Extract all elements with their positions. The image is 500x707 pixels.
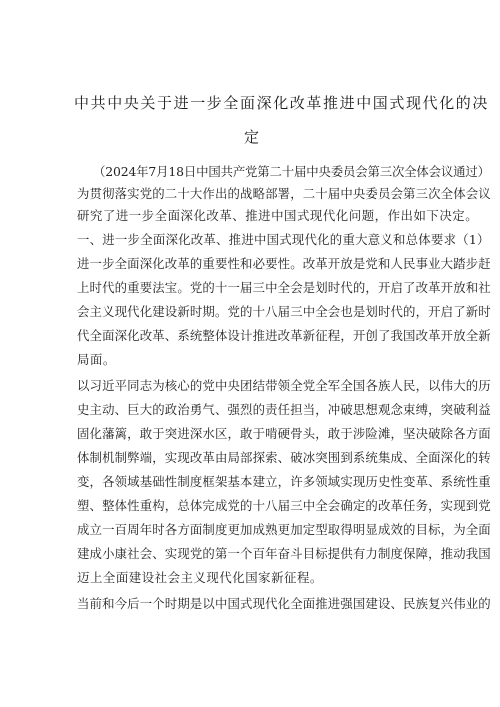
body-line: 上时代的重要法宝。党的十一届三中全会是划时代的，开启了改革开放和社 [77,280,491,295]
body-line: 研究了进一步全面深化改革、推进中国式现代化问题，作出如下决定。 [77,208,479,223]
body-line: 史主动、巨大的政治勇气、强烈的责任担当，冲破思想观念束缚，突破利益 [77,402,491,417]
adoption-note: （2024年7月18日中国共产党第二十届中央委员会第三次全体会议通过） [93,164,490,179]
body-line: 进一步全面深化改革的重要性和必要性。改革开放是党和人民事业大踏步赶 [77,256,491,271]
body-line: 为贯彻落实党的二十大作出的战略部署，二十届中央委员会第三次全体会议 [77,186,491,201]
body-line: 局面。 [77,352,116,367]
body-line: 当前和今后一个时期是以中国式现代化全面推进强国建设、民族复兴伟业的 [77,596,491,611]
body-line: 代全面深化改革、系统整体设计推进改革新征程，开创了我国改革开放全新 [77,328,491,343]
body-line: 固化藩篱，敢于突进深水区，敢于啃硬骨头，敢于涉险滩，坚决破除各方面 [77,426,491,441]
body-line: 塑、整体性重构，总体完成党的十八届三中全会确定的改革任务，实现到党 [77,498,491,513]
body-line: 迈上全面建设社会主义现代化国家新征程。 [77,570,323,585]
section-heading: 一、进一步全面深化改革、推进中国式现代化的重大意义和总体要求（1） [77,232,490,247]
body-line: 会主义现代化建设新时期。党的十八届三中全会也是划时代的，开启了新时 [77,304,491,319]
body-line: 变，各领域基础性制度框架基本建立，许多领域实现历史性变革、系统性重 [77,474,491,489]
body-line: 以习近平同志为核心的党中央团结带领全党全军全国各族人民，以伟大的历 [77,378,491,393]
document-title-line-1: 中共中央关于进一步全面深化改革推进中国式现代化的决 [74,94,490,112]
document-title-line-2: 定 [244,128,261,146]
body-line: 建成小康社会、实现党的第一个百年奋斗目标提供有力制度保障，推动我国 [77,546,491,561]
body-line: 成立一百周年时各方面制度更加成熟更加定型取得明显成效的目标，为全面 [77,522,491,537]
body-line: 体制机制弊端，实现改革由局部探索、破冰突围到系统集成、全面深化的转 [77,450,491,465]
